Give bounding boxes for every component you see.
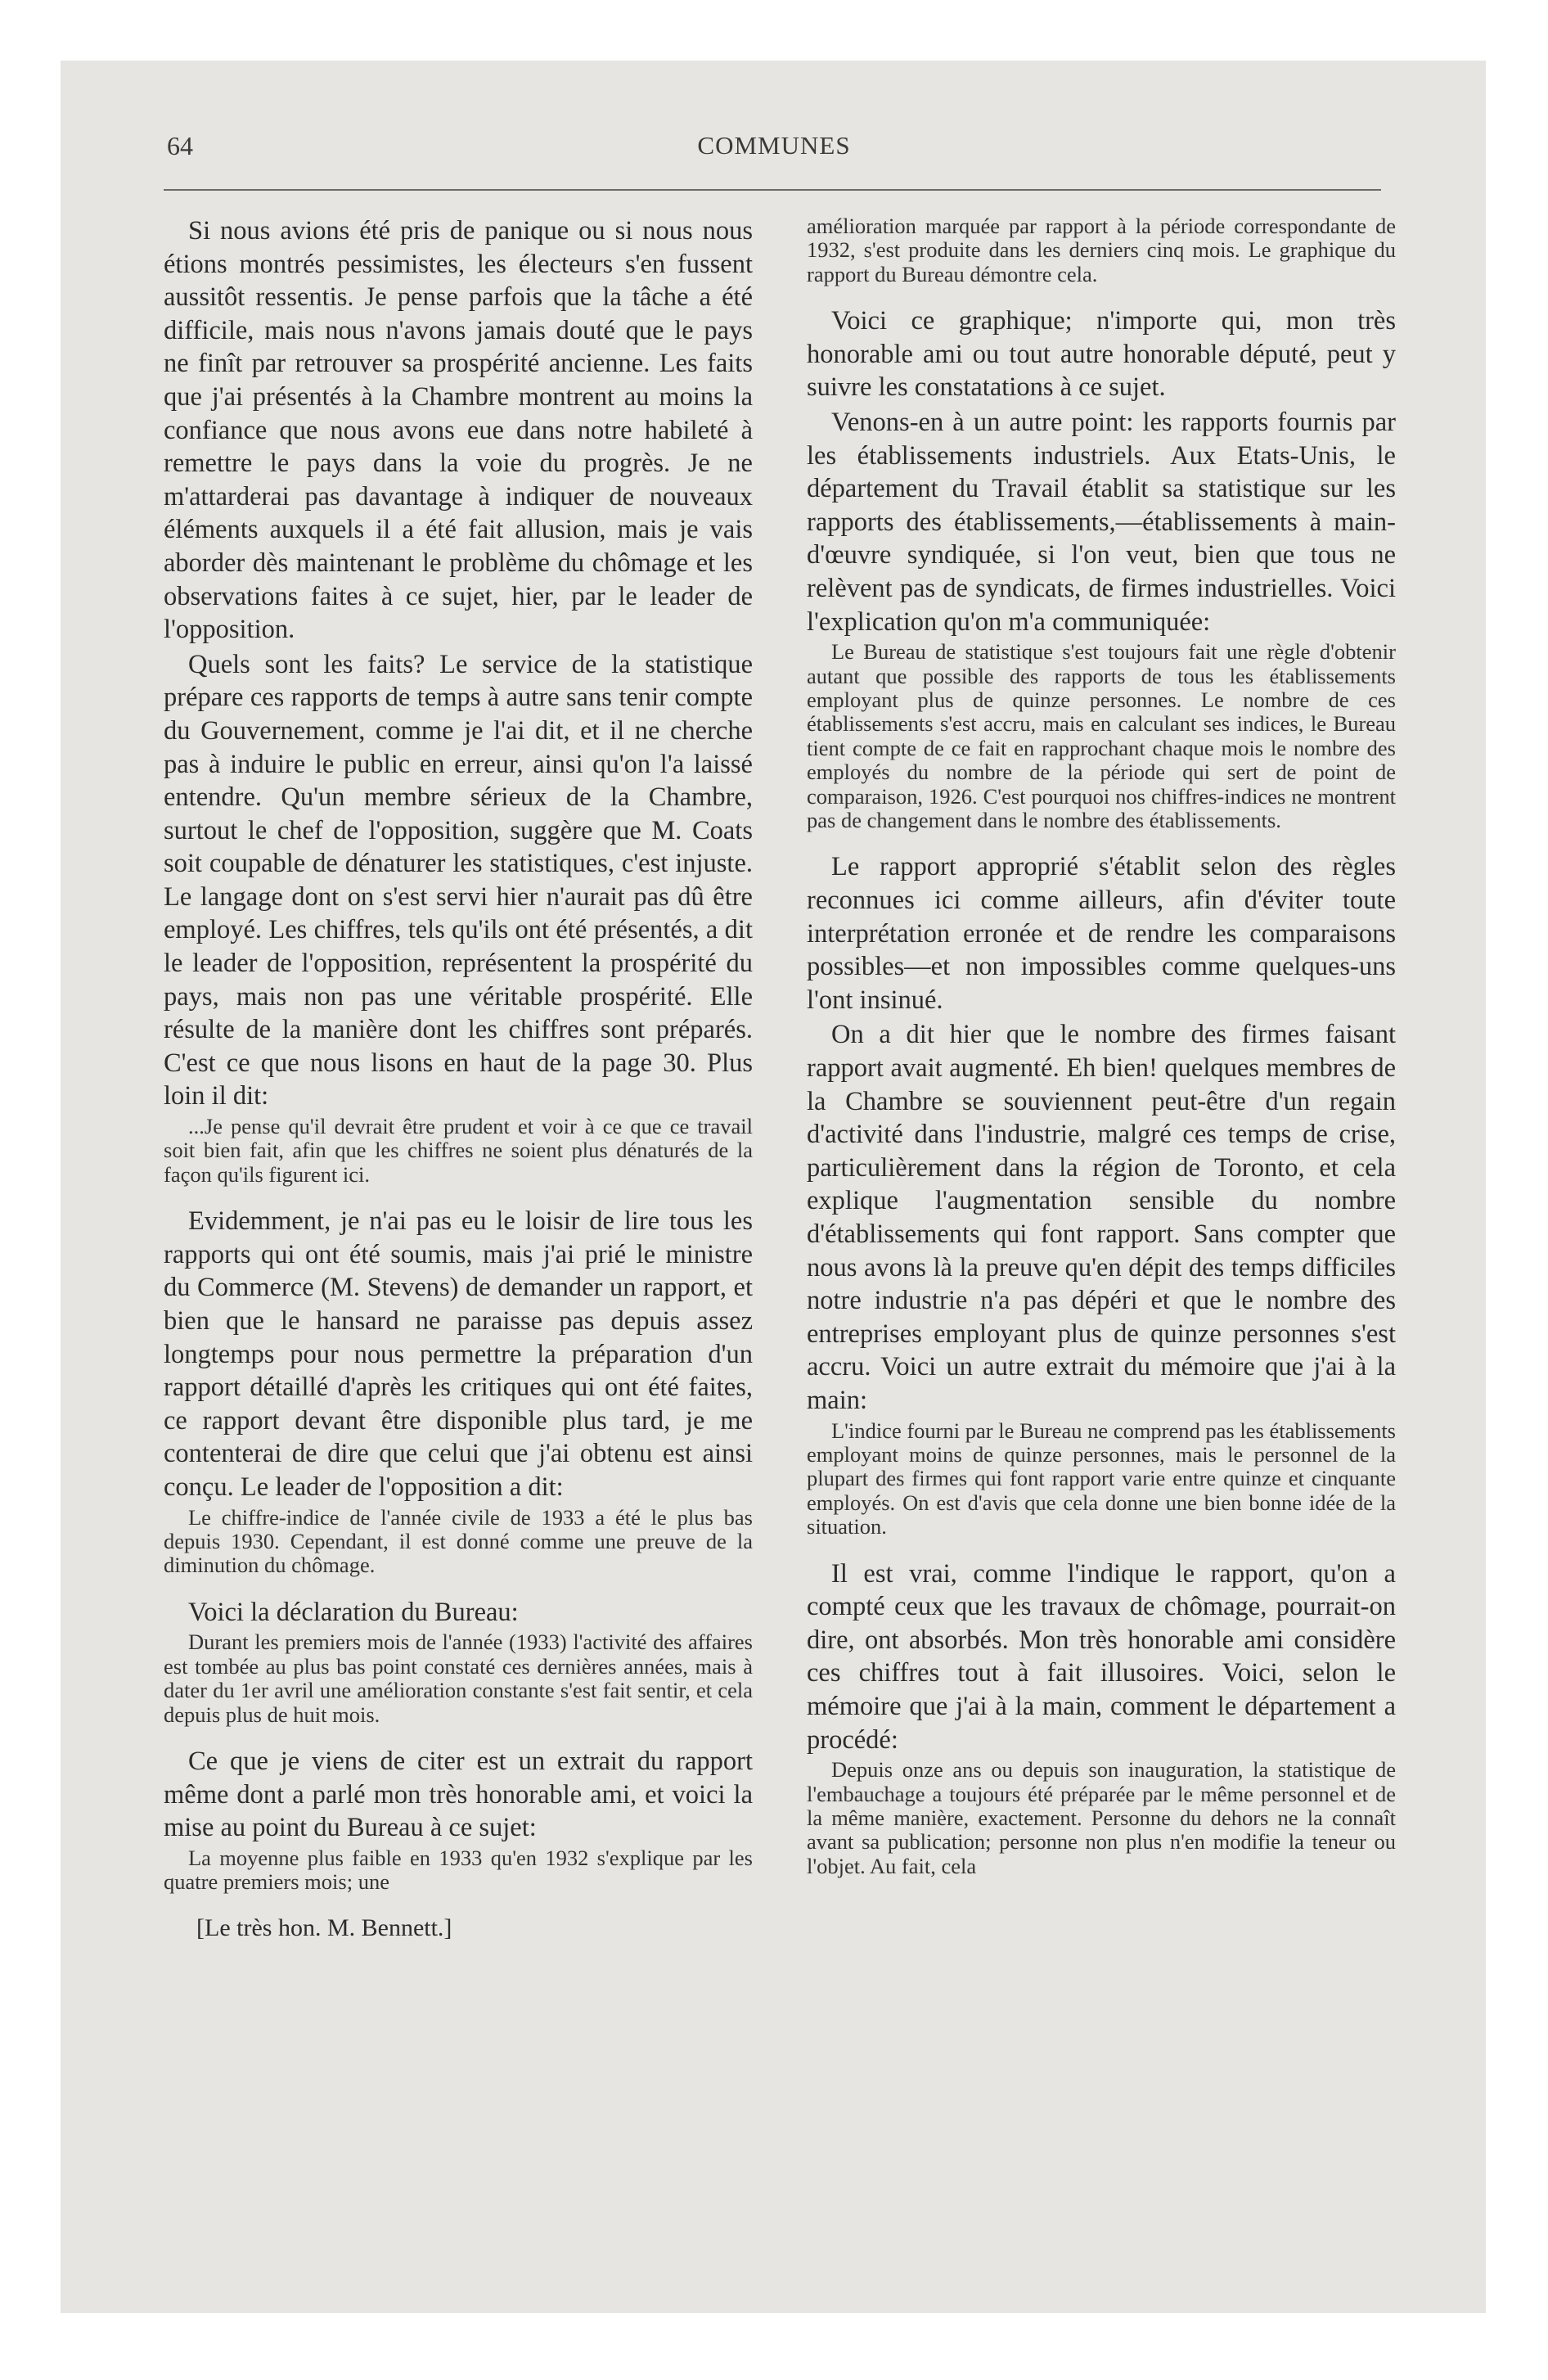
left-column (164, 214, 753, 1944)
paragraph: Quels sont les faits? Le service de la statistique prépare ces rapports de temps à autre sans tenir compte du Gouvernement, comme je l'ai dit, et il ne cherche pas à induire le public en erreur, ainsi qu'on l'a laissé entendre. Qu'un membre sérieux de la Chambre, surtout le chef de l'opposition, suggère que M. Coats soit coupable de dénaturer les statistiques, c'est injuste. Le langage dont on s'est servi hier n'aurait pas dû être employé. Les chiffres, tels qu'ils ont été présentés, a dit le leader de l'opposition, représentent la prospérité du pays, mais non pas une véritable prospérité. Elle résulte de la manière dont les chiffres sont préparés. C'est ce que nous lisons en haut de la page 30. Plus loin il dit: (164, 649, 753, 1111)
header-rule (164, 189, 1381, 191)
paragraph: On a dit hier que le nombre des firmes faisant rapport avait augmenté. Eh bien! quelques membres de la Chambre se souviennent peut-être d'un regain d'activité dans l'industrie, malgré ces temps de crise, particulièrement dans la région de Toronto, et cela explique l'augmentation sensible du nombre d'établissements qui font rapport. Sans compter que nous avons là la preuve qu'en dépit des temps difficiles notre industrie n'a pas dépéri et que le nombre des entreprises employant plus de quinze personnes s'est accru. Voici un autre extrait du mémoire que j'ai à la main: (807, 1020, 1396, 1415)
block-quote: La moyenne plus faible en 1933 qu'en 1932 s'explique par les quatre premiers mois; une (164, 1845, 753, 1895)
block-quote: Le Bureau de statistique s'est toujours fait une règle d'obtenir autant que possible des rapports de tous les établissements employant plus de quinze personnes. Le nombre de ces établissements s'est accru, mais en calculant ses indices, le Bureau tient compte de ce fait en rapprochant chaque mois le nombre des employés du nombre de la période qui sert de point de comparaison, 1926. C'est pourquoi nos chiffres-indices ne montrent pas de changement dans le nombre des établissements. (807, 639, 1396, 832)
paragraph: Evidemment, je n'ai pas eu le loisir de lire tous les rapports qui ont été soumis, mais j'ai prié le ministre du Commerce (M. Stevens) de demander un rapport, et bien que le hansard ne paraisse pas depuis assez longtemps pour nous permettre la préparation d'un rapport détaillé d'après les critiques qui ont été faites, ce rapport devant être disponible plus tard, je me contenterai de dire que celui que j'ai obtenu est ainsi conçu. Le leader de l'opposition a dit: (164, 1206, 753, 1502)
paragraph: Voici la déclaration du Bureau: (188, 1597, 519, 1627)
paragraph: Il est vrai, comme l'indique le rapport, qu'on a compté ceux que les travaux de chômage, pourrait-on dire, ont absorbés. Mon très honorable ami considère ces chiffres tout à fait illusoires. Voici, selon le mémoire que j'ai à la main, comment le département a procédé: (807, 1558, 1396, 1755)
paragraph: Le rapport approprié s'établit selon des règles reconnues ici comme ailleurs, afin d'éviter toute interprétation erronée et de rendre les comparaisons possibles—et non impossibles comme quelques-uns l'ont insinué. (807, 852, 1396, 1015)
paragraph: Venons-en à un autre point: les rapports fournis par les établissements industriels. Aux Etats-Unis, le département du Travail établit sa statistique sur les rapports des établissements,—établissements à main-d'œuvre syndiquée, si l'on veut, bien que tous ne relèvent pas de syndicats, de firmes industrielles. Voici l'explication qu'on m'a communiquée: (807, 408, 1396, 637)
page-number: 64 (167, 131, 193, 160)
block-quote: L'indice fourni par le Bureau ne comprend pas les établissements employant moins de quinze personnes, mais le personnel de la plupart des firmes qui font rapport varie entre quinze et cinquante employés. On est d'avis que cela donne une bien bonne idée de la situation. (807, 1418, 1396, 1539)
block-quote: Le chiffre-indice de l'année civile de 1933 a été le plus bas depuis 1930. Cependant, il est donné comme une preuve de la diminution du chômage. (164, 1504, 753, 1578)
paragraph: Ce que je viens de citer est un extrait du rapport même dont a parlé mon très honorable ami, et voici la mise au point du Bureau à ce sujet: (164, 1747, 753, 1843)
paragraph: Si nous avions été pris de panique ou si nous nous étions montrés pessimistes, les électeurs s'en fussent aussitôt ressentis. Je pense parfois que la tâche a été difficile, mais nous n'avons jamais douté que le pays ne finît par retrouver sa prospérité ancienne. Les faits que j'ai présentés à la Chambre montrent au moins la confiance que nous avons eue dans notre habileté à remettre le pays dans la voie du progrès. Je ne m'attarderai pas davantage à indiquer de nouveaux éléments auxquels il a été fait allusion, mais je vais aborder dès maintenant le problème du chômage et les observations faites à ce sujet, hier, par le leader de l'opposition. (164, 216, 753, 645)
speaker-attribution: [Le très hon. M. Bennett.] (196, 1913, 452, 1941)
block-quote: Durant les premiers mois de l'année (1933) l'activité des affaires est tombée au plus bas point constaté ces dernières années, mais à dater du 1er avril une amélioration constante s'est fait sentir, et cela depuis plus de huit mois. (164, 1629, 753, 1727)
block-quote: ...Je pense qu'il devrait être prudent et voir à ce que ce travail soit bien fait, afin que les chiffres ne soient plus dénaturés de la façon qu'ils figurent ici. (164, 1114, 753, 1187)
right-column (807, 214, 1396, 1896)
block-quote-continued: amélioration marquée par rapport à la période correspondante de 1932, s'est produite dans les derniers cinq mois. Le graphique du rapport du Bureau démontre cela. (807, 214, 1396, 286)
paragraph: Voici ce graphique; n'importe qui, mon très honorable ami ou tout autre honorable député, peut y suivre les constatations à ce sujet. (807, 306, 1396, 403)
running-head: COMMUNES (697, 131, 851, 160)
block-quote: Depuis onze ans ou depuis son inauguration, la statistique de l'embauchage a toujours été préparée par le même personnel et de la même manière, exactement. Personne du dehors ne la connaît avant sa publication; personne non plus n'en modifie la teneur ou l'objet. Au fait, cela (807, 1757, 1396, 1878)
